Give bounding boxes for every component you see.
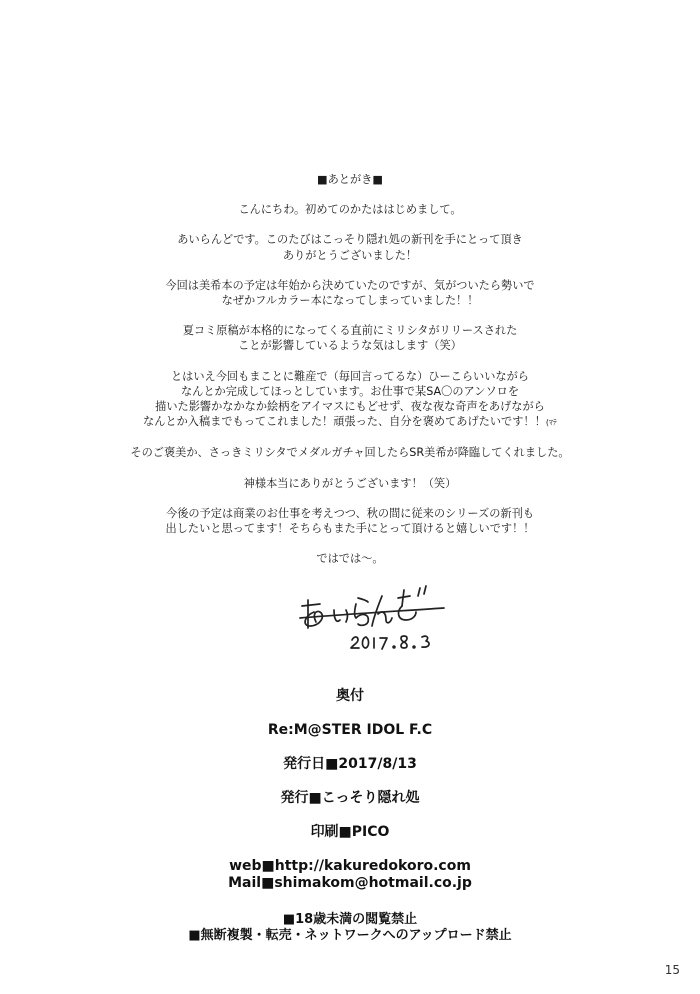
afterword-paragraph-6 — [0, 445, 700, 460]
afterword-line: なんとか完成してほっとしています。お仕事で某SA〇のアンソロを — [180, 384, 520, 398]
afterword-paragraph-7 — [0, 476, 700, 491]
afterword-paragraph-1 — [0, 202, 700, 217]
afterword-paragraph-8 — [0, 506, 700, 536]
page-number: 15 — [664, 963, 680, 977]
afterword-aside: (ﾏﾃ — [545, 418, 557, 428]
afterword-paragraph-9 — [0, 551, 700, 566]
mail-address: Mail■shimakom@hotmail.co.jp — [228, 875, 472, 891]
afterword-paragraph-2 — [0, 232, 700, 262]
colophon — [0, 688, 700, 944]
afterword-line: なぜかフルカラー本になってしまっていました！！ — [221, 294, 479, 308]
afterword-line: 夏コミ原稿が本格的になってくる直前にミリシタがリリースされた — [182, 324, 518, 338]
printer: 印刷■PICO — [310, 824, 390, 840]
afterword-line: 今回は美希本の予定は年始から決めていたのですが、気がついたら勢いで — [165, 278, 535, 292]
handwritten-signature — [294, 582, 454, 652]
afterword-line: そのご褒美か、さっきミリシタでメダルガチャ回したらSR美希が降臨してくれました。 — [130, 446, 570, 460]
release-date: 発行日■2017/8/13 — [283, 756, 417, 772]
notices — [0, 912, 700, 944]
afterword-line: とはいえ今回もまことに難産で（毎回言ってるな）ひーこらいいながら — [170, 369, 529, 383]
afterword-line: ありがとうございました！ — [282, 248, 418, 262]
afterword-line: なんとか入稿までもってこれました！頑張った、自分を褒めてあげたいです！！ — [143, 415, 546, 429]
afterword-line: ではでは〜。 — [316, 552, 384, 566]
book-title: Re:M@STER IDOL F.C — [267, 722, 433, 738]
afterword — [0, 172, 700, 581]
spacer — [0, 892, 700, 912]
web-address: web■http://kakuredokoro.com — [229, 858, 471, 874]
copy-restriction-notice: ■無断複製・転売・ネットワークへのアップロード禁止 — [188, 928, 512, 943]
afterword-line: 描いた影響かなかなか絵柄をアイマスにもどせず、夜な夜な奇声をあげながら — [155, 400, 545, 414]
afterword-paragraph-4 — [0, 323, 700, 353]
afterword-line: あいらんどです。このたびはこっそり隠れ処の新刊を手にとって頂き — [177, 233, 523, 247]
afterword-line-with-aside — [0, 414, 700, 430]
colophon-heading: 奥付 — [336, 688, 364, 704]
afterword-line: ことが影響しているような気はします（笑） — [238, 339, 462, 353]
afterword-line: 出したいと思ってます！そちらもまた手にとって頂けると嬉しいです！！ — [165, 522, 535, 536]
afterword-title: ■あとがき■ — [317, 173, 383, 186]
afterword-paragraph-5 — [0, 369, 700, 431]
age-restriction-notice: ■18歳未満の閲覧禁止 — [282, 912, 418, 927]
publisher: 発行■こっそり隠れ処 — [280, 790, 420, 806]
afterword-paragraph-3 — [0, 278, 700, 308]
afterword-line: 今後の予定は商業のお仕事を考えつつ、秋の間に従来のシリーズの新刊も — [166, 506, 534, 520]
afterword-line: こんにちわ。初めてのかたははじめまして。 — [238, 203, 462, 217]
afterword-line: 神様本当にありがとうございます！（笑） — [243, 476, 457, 490]
